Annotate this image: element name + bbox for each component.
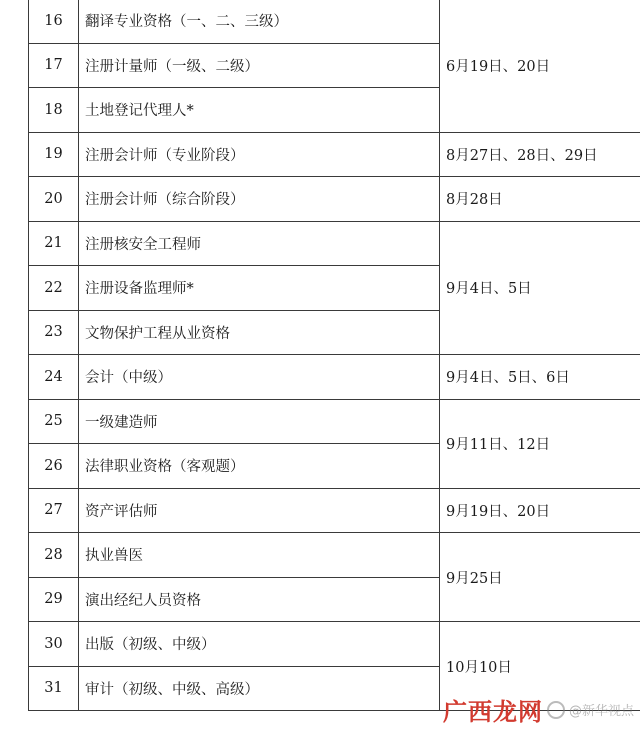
exam-name: 一级建造师 xyxy=(79,399,440,444)
table-row xyxy=(29,533,640,578)
exam-name: 翻译专业资格（一、二、三级） xyxy=(79,0,440,43)
exam-name: 法律职业资格（客观题） xyxy=(79,444,440,489)
table-row xyxy=(29,488,640,533)
row-number: 30 xyxy=(29,622,79,667)
exam-name: 演出经纪人员资格 xyxy=(79,577,440,622)
row-number: 25 xyxy=(29,399,79,444)
table-row xyxy=(29,132,640,177)
exam-schedule-table xyxy=(28,0,640,711)
exam-name: 执业兽医 xyxy=(79,533,440,578)
exam-name: 土地登记代理人* xyxy=(79,88,440,133)
table-row xyxy=(29,399,640,444)
watermark xyxy=(443,692,634,727)
row-number: 28 xyxy=(29,533,79,578)
watermark-brand: 广西龙网 xyxy=(442,698,543,726)
exam-name: 注册计量师（一级、二级） xyxy=(79,43,440,88)
exam-name: 会计（中级） xyxy=(79,355,440,400)
exam-date: 9月4日、5日 xyxy=(440,221,640,355)
exam-date: 6月19日、20日 xyxy=(440,0,640,132)
exam-date: 9月11日、12日 xyxy=(440,399,640,488)
exam-name: 注册核安全工程师 xyxy=(79,221,440,266)
exam-name: 注册会计师（专业阶段） xyxy=(79,132,440,177)
exam-name: 审计（初级、中级、高级） xyxy=(79,666,440,711)
row-number: 19 xyxy=(29,132,79,177)
row-number: 21 xyxy=(29,221,79,266)
exam-date: 9月4日、5日、6日 xyxy=(440,355,640,400)
table-row xyxy=(29,355,640,400)
row-number: 27 xyxy=(29,488,79,533)
exam-name: 注册设备监理师* xyxy=(79,266,440,311)
row-number: 16 xyxy=(29,0,79,43)
exam-name: 文物保护工程从业资格 xyxy=(79,310,440,355)
row-number: 29 xyxy=(29,577,79,622)
exam-date: 9月19日、20日 xyxy=(440,488,640,533)
watermark-handle: @新华视点 xyxy=(568,704,634,719)
row-number: 26 xyxy=(29,444,79,489)
row-number: 23 xyxy=(29,310,79,355)
table-row xyxy=(29,622,640,667)
table-row xyxy=(29,221,640,266)
row-number: 31 xyxy=(29,666,79,711)
exam-name: 资产评估师 xyxy=(79,488,440,533)
row-number: 20 xyxy=(29,177,79,222)
exam-name: 注册会计师（综合阶段） xyxy=(79,177,440,222)
exam-date: 10月10日 xyxy=(440,622,640,711)
row-number: 17 xyxy=(29,43,79,88)
exam-date: 8月28日 xyxy=(440,177,640,222)
exam-name: 出版（初级、中级） xyxy=(79,622,440,667)
table-row xyxy=(29,177,640,222)
row-number: 18 xyxy=(29,88,79,133)
exam-date: 8月27日、28日、29日 xyxy=(440,132,640,177)
exam-date: 9月25日 xyxy=(440,533,640,622)
row-number: 24 xyxy=(29,355,79,400)
weibo-logo-icon xyxy=(547,701,565,719)
row-number: 22 xyxy=(29,266,79,311)
table-row xyxy=(29,0,640,43)
